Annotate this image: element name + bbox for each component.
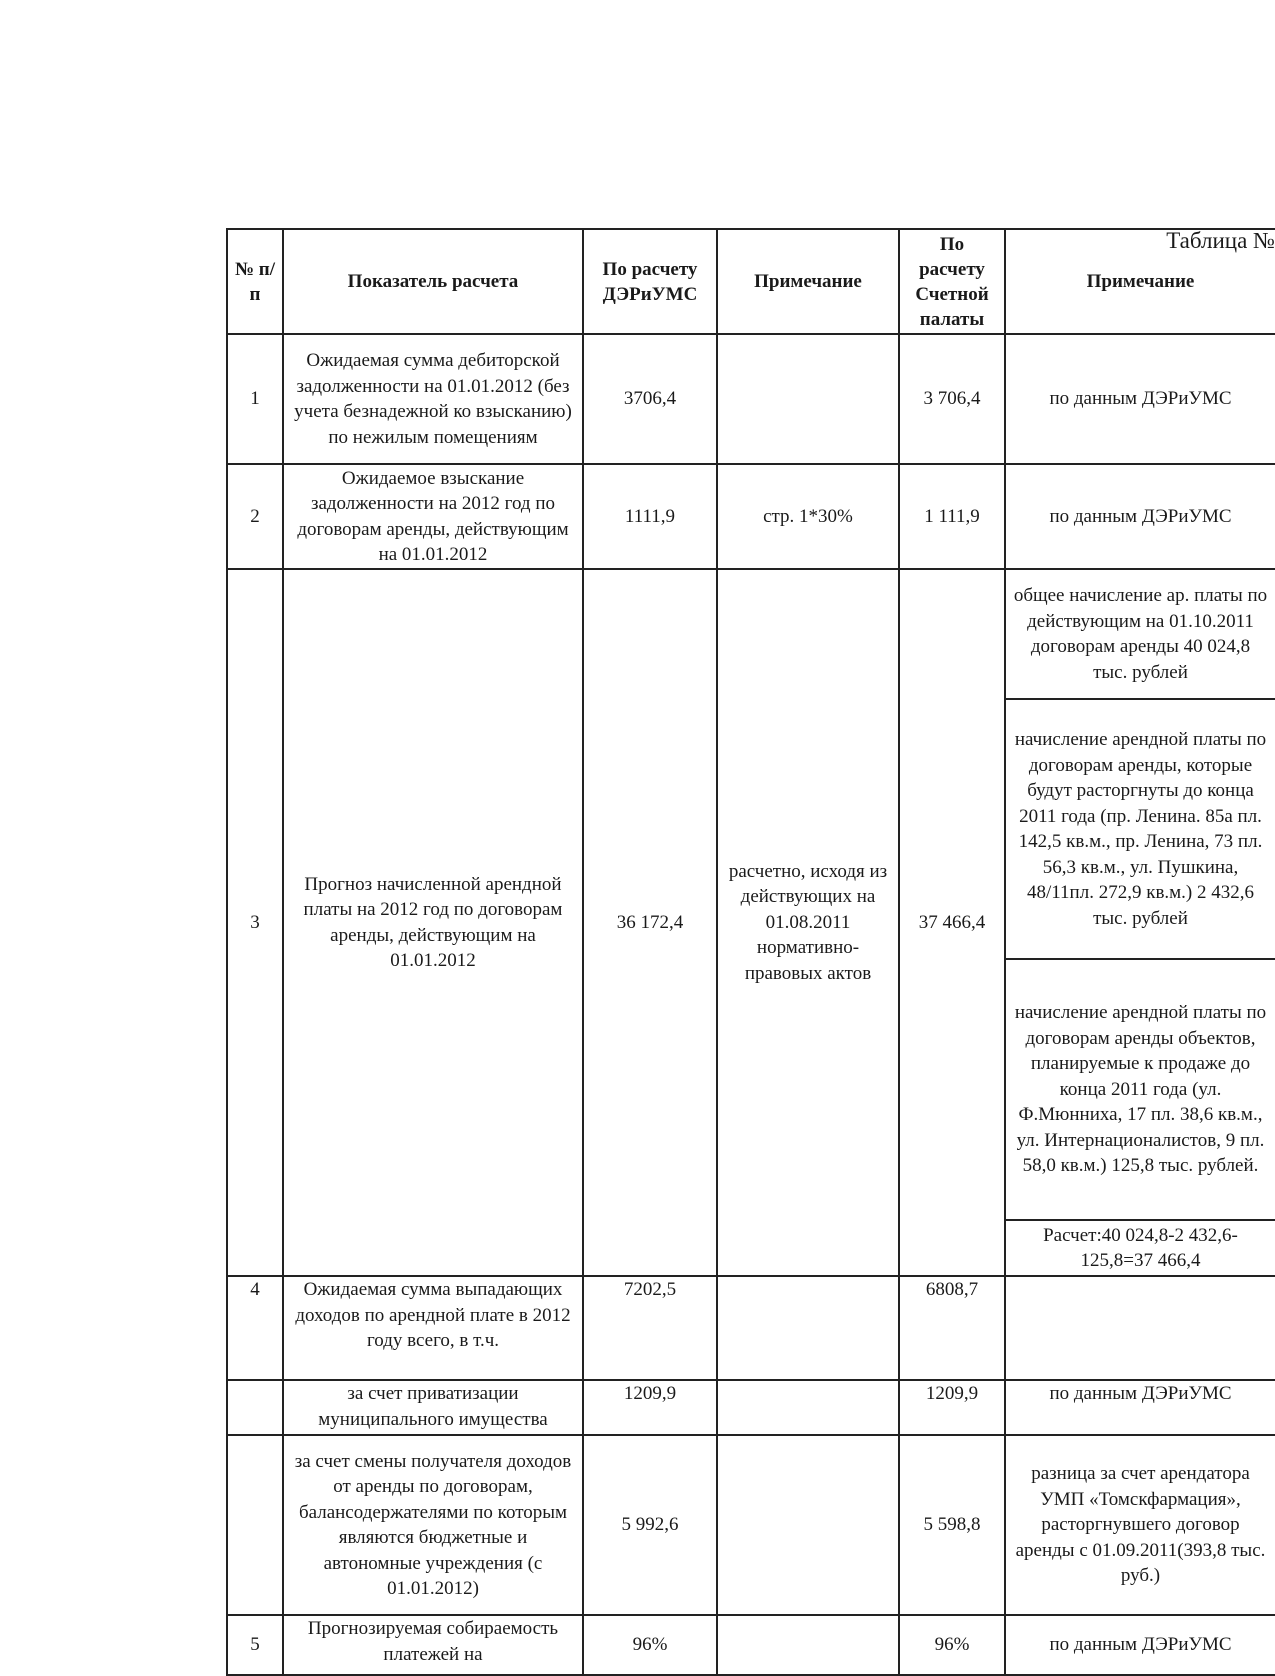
row-num: 1 [227,334,283,464]
note2-part: Расчет:40 024,8-2 432,6-125,8=37 466,4 [1043,1224,1238,1271]
row-indicator: Ожидаемая сумма дебиторской задолженности на 01.01.2012 (без учета безнадежной ко взысканию) по нежилым помещениям [283,334,583,464]
row-note1: стр. 1*30% [717,464,899,569]
table-row [227,1380,1275,1435]
header-note1: Примечание [717,229,899,334]
row-note1: расчетно, исходя из действующих на 01.08.2011 нормативно-правовых актов [717,569,899,1276]
row-num: 2 [227,464,283,569]
row-indicator: Прогнозируемая собираемость платежей на [283,1615,583,1675]
row-note1 [717,1380,899,1435]
row-note2: по данным ДЭРиУМС [1005,1380,1275,1435]
row-indicator: Ожидаемое взыскание задолженности на 2012 год по договорам аренды, действующим на 01.01.2012 [283,464,583,569]
row-derums-value: 96% [583,1615,717,1675]
calculation-table [226,228,1275,1676]
table-row [227,334,1275,464]
row-indicator: Ожидаемая сумма выпадающих доходов по арендной плате в 2012 году всего, в т.ч. [283,1276,583,1380]
row-note1 [717,1435,899,1615]
table-row [227,1276,1275,1380]
table-row [227,464,1275,569]
row-num: 3 [227,569,283,1276]
header-num: № п/п [227,229,283,334]
row-note2: по данным ДЭРиУМС [1005,464,1275,569]
row-chamber-value: 6808,7 [899,1276,1005,1380]
row-indicator: за счет приватизации муниципального имущества [283,1380,583,1435]
header-indicator: Показатель расчета [283,229,583,334]
row-note2: разница за счет арендатора УМП «Томскфармация», расторгнувшего договор аренды с 01.09.2011(393,8 тыс. руб.) [1005,1435,1275,1615]
note2-part: начисление арендной платы по договорам аренды, которые будут расторгнуты до конца 2011 года (пр. Ленина. 85а пл. 142,5 кв.м., пр. Ленина, 73 пл. 56,3 кв.м., ул. Пушкина, 48/11пл. 272,9 кв.м.) 2 432,6 тыс. рублей [1006,700,1275,960]
row-indicator: за счет смены получателя доходов от аренды по договорам, балансодержателями по которым являются бюджетные и автономные учреждения (с 01.01.2012) [283,1435,583,1615]
row-note2-split [1005,569,1275,1276]
row-derums-value: 7202,5 [583,1276,717,1380]
row-derums-value: 5 992,6 [583,1435,717,1615]
row-chamber-value: 37 466,4 [899,569,1005,1276]
row-note1 [717,334,899,464]
row-num [227,1380,283,1435]
row-derums-value: 1111,9 [583,464,717,569]
row-derums-value: 1209,9 [583,1380,717,1435]
row-note2: по данным ДЭРиУМС [1005,1615,1275,1675]
note2-part: общее начисление ар. платы по действующим на 01.10.2011 договорам аренды 40 024,8 тыс. рублей [1006,570,1275,700]
row-note2 [1005,1276,1275,1380]
row-chamber-value: 1209,9 [899,1380,1005,1435]
row-derums-value: 3706,4 [583,334,717,464]
row-derums-value: 36 172,4 [583,569,717,1276]
header-derums: По расчету ДЭРиУМС [583,229,717,334]
table-caption: Таблица № [1166,228,1275,253]
row-chamber-value: 96% [899,1615,1005,1675]
table-row [227,1615,1275,1675]
row-num: 4 [227,1276,283,1380]
table-row [227,569,1275,1276]
row-note1 [717,1276,899,1380]
header-chamber: По расчету Счетной палаты [899,229,1005,334]
row-num: 5 [227,1615,283,1675]
table-row [227,1435,1275,1615]
row-note1 [717,1615,899,1675]
row-indicator: Прогноз начисленной арендной платы на 2012 год по договорам аренды, действующим на 01.01.2012 [283,569,583,1276]
table-header-row [227,229,1275,334]
header-note2: Примечание [1005,229,1275,334]
note2-part: начисление арендной платы по договорам аренды объектов, планируемые к продаже до конца 2011 года (ул. Ф.Мюнниха, 17 пл. 38,6 кв.м., ул. Интернационалистов, 9 пл. 58,0 кв.м.) 125,8 тыс. рублей. [1006,960,1275,1221]
row-chamber-value: 1 111,9 [899,464,1005,569]
row-num [227,1435,283,1615]
row-chamber-value: 5 598,8 [899,1435,1005,1615]
row-note2: по данным ДЭРиУМС [1005,334,1275,464]
row-chamber-value: 3 706,4 [899,334,1005,464]
